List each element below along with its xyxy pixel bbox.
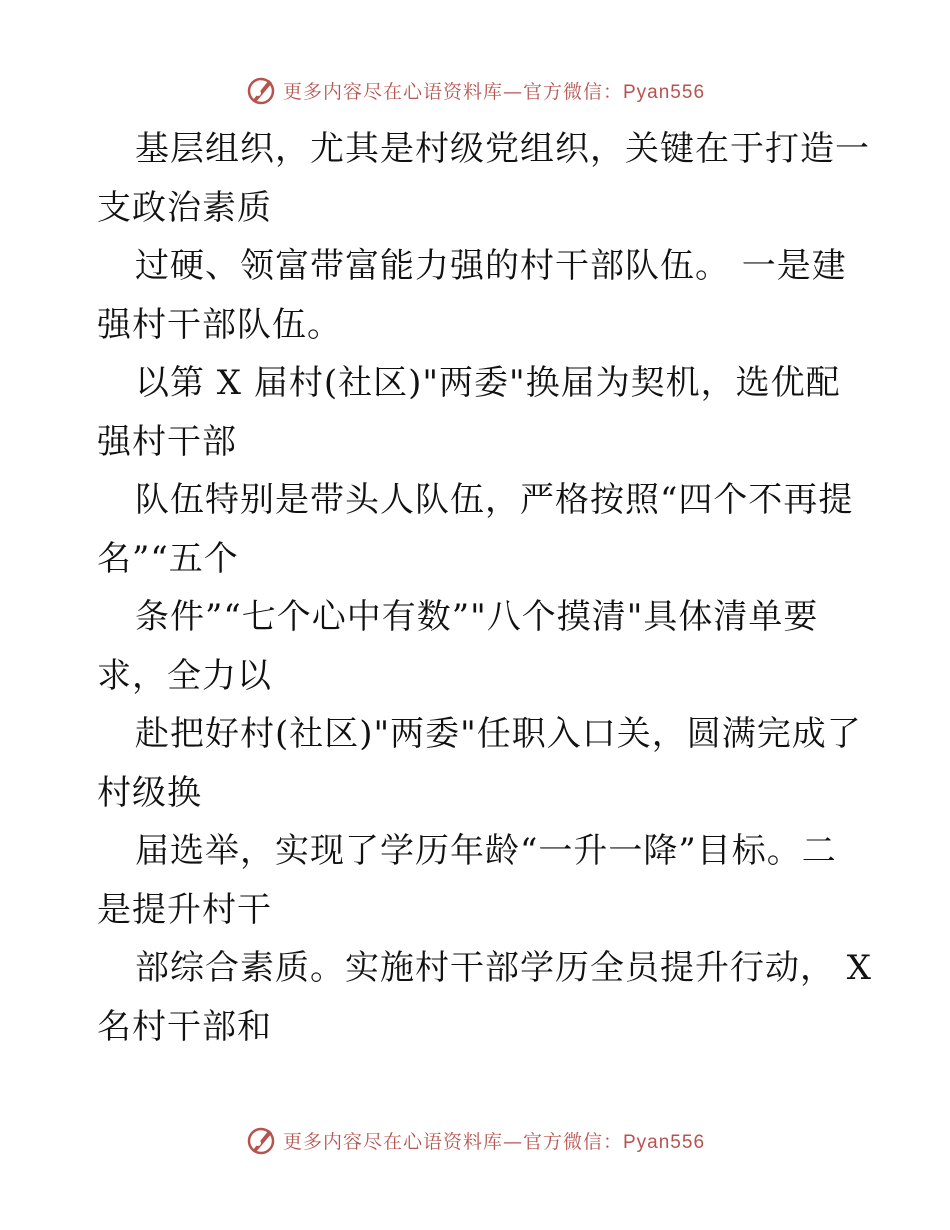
document-line: 部综合素质。实施村干部学历全员提升行动， X	[135, 948, 873, 988]
document-line: 是提升村干	[97, 889, 272, 930]
header-banner	[0, 70, 950, 110]
document-line: 条件”“七个心中有数”"八个摸清"具体清单要	[135, 597, 819, 637]
document-line: 强村干部	[97, 421, 237, 462]
document-line: 基层组织，尤其是村级党组织，关键在于打造一	[135, 129, 870, 169]
header-banner-text	[283, 77, 705, 104]
document-line: 届选举，实现了学历年龄“一升一降”目标。二	[135, 831, 837, 871]
document-line: 队伍特别是带头人队伍，严格按照“四个不再提	[135, 480, 854, 520]
header-banner-label: 更多内容尽在心语资料库—官方微信：	[282, 80, 623, 103]
document-line: 名”“五个	[97, 538, 239, 579]
footer-banner	[0, 1120, 950, 1160]
document-body	[97, 120, 873, 1056]
header-wechat-id: Pyan556	[623, 81, 706, 103]
document-line: 支政治素质	[97, 187, 272, 228]
document-line: 赴把好村(社区)"两委"任职入口关，圆满完成了	[135, 714, 862, 754]
footer-banner-label: 更多内容尽在心语资料库—官方微信：	[282, 1130, 623, 1153]
footer-banner-text	[283, 1127, 705, 1154]
footer-wechat-id: Pyan556	[623, 1131, 706, 1153]
document-line: 过硬、领富带富能力强的村干部队伍。 一是建	[135, 246, 847, 286]
document-line: 村级换	[97, 772, 202, 813]
quill-seal-icon	[245, 74, 277, 106]
document-line: 名村干部和	[97, 1006, 272, 1047]
document-line: 以第 X 届村(社区)"两委"换届为契机，选优配	[135, 363, 841, 403]
quill-seal-icon	[245, 1124, 277, 1156]
document-line: 强村干部队伍。	[97, 304, 342, 345]
document-line: 求，全力以	[97, 655, 272, 696]
